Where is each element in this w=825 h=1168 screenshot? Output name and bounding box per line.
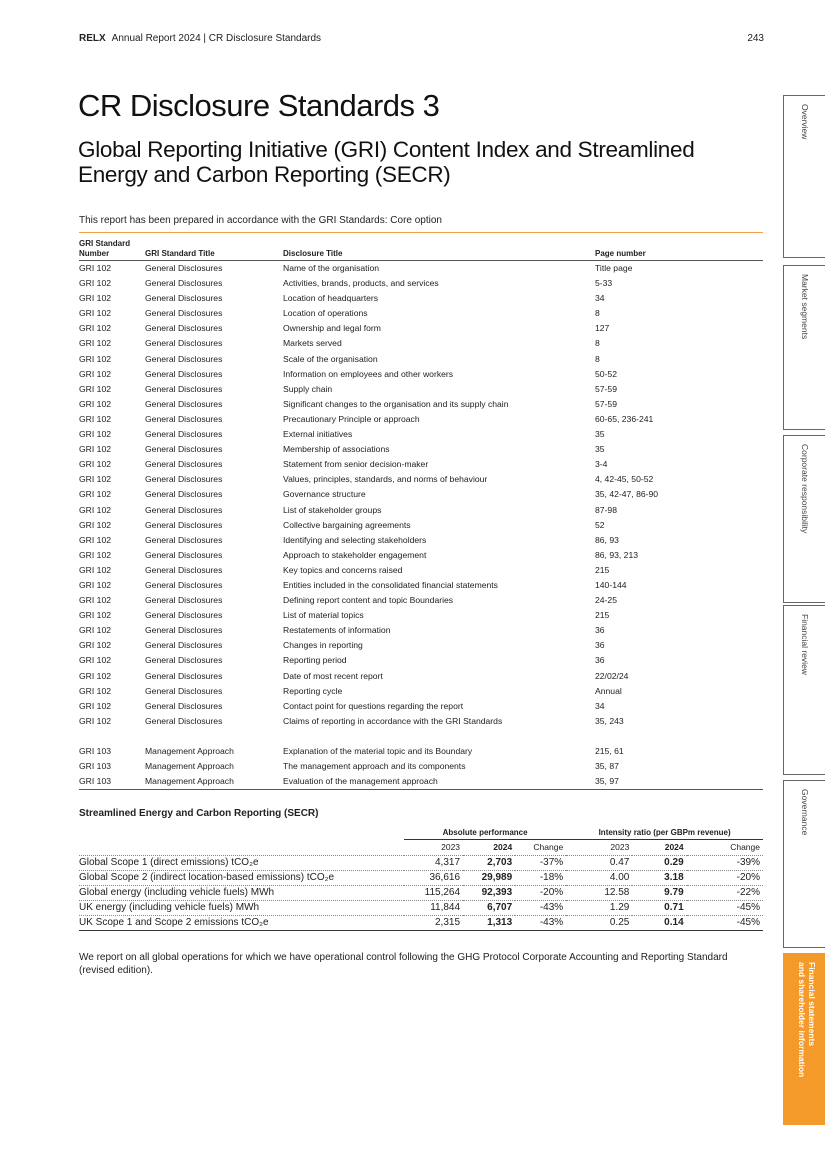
- table-cell: 34: [595, 293, 605, 304]
- table-row: [79, 487, 763, 502]
- table-cell: GRI 103: [79, 774, 145, 790]
- table-cell: GRI 102: [79, 715, 112, 726]
- side-tab-0[interactable]: [783, 95, 825, 258]
- table-cell: -37%: [515, 855, 566, 870]
- divider: [79, 232, 763, 233]
- gri-table: [79, 239, 763, 790]
- table-cell: 4,317: [404, 855, 463, 870]
- table-cell: General Disclosures: [145, 413, 223, 424]
- running-header: [79, 33, 764, 44]
- table-cell: General Disclosures: [145, 383, 223, 394]
- col-header: GRI Standard Title: [145, 239, 283, 261]
- table-cell: 6,707: [463, 900, 515, 915]
- table-cell: General Disclosures: [145, 655, 223, 666]
- table-cell: Contact point for questions regarding the report: [283, 700, 464, 711]
- table-cell: 8: [595, 308, 600, 319]
- table-cell: 22/02/24: [595, 670, 629, 681]
- table-cell: 0.47: [566, 855, 632, 870]
- table-cell: -39%: [687, 855, 763, 870]
- table-cell: Supply chain: [283, 383, 333, 394]
- page-number: 243: [747, 33, 764, 44]
- table-row: [79, 548, 763, 563]
- table-cell: 36: [595, 625, 605, 636]
- table-cell: 60-65, 236-241: [595, 413, 654, 424]
- table-row: [79, 759, 763, 774]
- table-cell: Management Approach: [145, 761, 234, 771]
- table-cell: GRI 102: [79, 338, 112, 349]
- table-cell: General Disclosures: [145, 534, 223, 545]
- table-cell: Information on employees and other workers: [283, 368, 454, 379]
- table-cell: GRI 102: [79, 323, 112, 334]
- header-title: Annual Report 2024 | CR Disclosure Standards: [111, 33, 322, 44]
- spacer: [79, 729, 763, 744]
- table-cell: 34: [595, 700, 605, 711]
- table-cell: GRI 102: [79, 640, 112, 651]
- table-cell: 0.71: [632, 900, 686, 915]
- col-header: Disclosure Title: [283, 239, 595, 261]
- table-cell: The management approach and its components: [283, 761, 466, 771]
- table-cell: Statement from senior decision-maker: [283, 459, 429, 470]
- table-cell: 215, 61: [595, 745, 624, 756]
- table-cell: GRI 102: [79, 293, 112, 304]
- table-cell: Ownership and legal form: [283, 323, 381, 334]
- table-cell: Date of most recent report: [283, 670, 383, 681]
- page-title: CR Disclosure Standards 3: [78, 88, 440, 123]
- table-cell: GRI 102: [79, 610, 112, 621]
- table-cell: General Disclosures: [145, 595, 223, 606]
- table-cell: GRI 102: [79, 459, 112, 470]
- table-cell: General Disclosures: [145, 353, 223, 364]
- table-cell: 87-98: [595, 504, 617, 515]
- col-header: Change: [687, 839, 763, 855]
- table-row: [79, 885, 763, 900]
- table-cell: 2,703: [463, 855, 515, 870]
- table-cell: General Disclosures: [145, 308, 223, 319]
- table-cell: 0.29: [632, 855, 686, 870]
- table-row: [79, 261, 763, 277]
- table-cell: Location of operations: [283, 308, 368, 319]
- table-row: [79, 276, 763, 291]
- table-cell: Activities, brands, products, and services: [283, 278, 439, 289]
- side-tab-label: Financial statements and shareholder information: [797, 962, 817, 1078]
- table-row: [79, 684, 763, 699]
- table-cell: Reporting cycle: [283, 685, 343, 696]
- table-cell: Claims of reporting in accordance with the GRI Standards: [283, 715, 503, 726]
- table-cell: Entities included in the consolidated financial statements: [283, 579, 498, 590]
- table-cell: 8: [595, 353, 600, 364]
- table-row: [79, 472, 763, 487]
- table-cell: GRI 102: [79, 685, 112, 696]
- col-header: Page number: [595, 239, 763, 261]
- table-row: [79, 774, 763, 790]
- table-cell: 92,393: [463, 885, 515, 900]
- table-cell: 8: [595, 338, 600, 349]
- col-header: 2023: [566, 839, 632, 855]
- table-cell: 35, 87: [595, 761, 619, 771]
- table-cell: Management Approach: [145, 745, 234, 756]
- table-cell: -43%: [515, 915, 566, 930]
- table-cell: -45%: [687, 915, 763, 930]
- table-cell: 86, 93: [595, 534, 619, 545]
- table-cell: Title page: [595, 263, 633, 273]
- table-cell: General Disclosures: [145, 625, 223, 636]
- table-cell: General Disclosures: [145, 579, 223, 590]
- table-cell: GRI 102: [79, 700, 112, 711]
- table-cell: Management Approach: [145, 774, 283, 790]
- table-cell: 35, 97: [595, 774, 763, 790]
- table-cell: 215: [595, 564, 610, 575]
- table-cell: 36: [595, 655, 605, 666]
- page-subtitle: Global Reporting Initiative (GRI) Content Index and Streamlined Energy and Carbon Reporting (SECR): [78, 137, 695, 187]
- table-cell: Approach to stakeholder engagement: [283, 549, 427, 560]
- table-cell: 86, 93, 213: [595, 549, 639, 560]
- table-cell: General Disclosures: [145, 278, 223, 289]
- col-header: 2024: [632, 839, 686, 855]
- table-row: [79, 412, 763, 427]
- table-cell: GRI 102: [79, 595, 112, 606]
- table-cell: List of material topics: [283, 610, 364, 621]
- table-cell: 4, 42-45, 50-52: [595, 474, 654, 485]
- table-cell: General Disclosures: [145, 549, 223, 560]
- table-cell: Defining report content and topic Boundaries: [283, 595, 454, 606]
- table-cell: Explanation of the material topic and its Boundary: [283, 745, 473, 756]
- table-row: [79, 352, 763, 367]
- table-row: [79, 336, 763, 351]
- table-cell: Precautionary Principle or approach: [283, 413, 420, 424]
- intro-text: This report has been prepared in accordance with the GRI Standards: Core option: [79, 215, 442, 226]
- table-cell: General Disclosures: [145, 293, 223, 304]
- table-cell: 24-25: [595, 595, 617, 606]
- table-cell: 50-52: [595, 368, 617, 379]
- table-cell: GRI 102: [79, 549, 112, 560]
- table-cell: 52: [595, 519, 605, 530]
- group-header: Intensity ratio (per GBPm revenue): [566, 826, 763, 839]
- table-cell: 57-59: [595, 383, 617, 394]
- table-cell: Restatements of information: [283, 625, 391, 636]
- col-header: 2023: [404, 839, 463, 855]
- table-cell: General Disclosures: [145, 368, 223, 379]
- table-cell: GRI 102: [79, 474, 112, 485]
- table-cell: Membership of associations: [283, 444, 390, 455]
- table-cell: -45%: [687, 900, 763, 915]
- table-row: [79, 915, 763, 930]
- table-cell: 140-144: [595, 579, 627, 590]
- side-tab-label: Overview: [800, 104, 810, 140]
- table-row: [79, 291, 763, 306]
- table-cell: GRI 102: [79, 263, 112, 273]
- table-row: [79, 608, 763, 623]
- table-cell: Scale of the organisation: [283, 353, 378, 364]
- table-cell: UK energy (including vehicle fuels) MWh: [79, 900, 404, 915]
- table-cell: Location of headquarters: [283, 293, 379, 304]
- table-cell: -22%: [687, 885, 763, 900]
- side-tab-label: Market segments: [800, 274, 810, 340]
- brand: RELX: [79, 33, 106, 44]
- table-cell: General Disclosures: [145, 338, 223, 349]
- table-row: [79, 744, 763, 759]
- table-row: [79, 578, 763, 593]
- table-cell: 1,313: [463, 915, 515, 930]
- table-cell: General Disclosures: [145, 685, 223, 696]
- table-row: [79, 900, 763, 915]
- table-cell: 57-59: [595, 398, 617, 409]
- table-cell: 3-4: [595, 459, 608, 470]
- table-cell: General Disclosures: [145, 564, 223, 575]
- side-tab-5[interactable]: [783, 953, 825, 1125]
- secr-table: [79, 826, 763, 931]
- table-cell: Key topics and concerns raised: [283, 564, 403, 575]
- col-header: 2024: [463, 839, 515, 855]
- table-cell: GRI 102: [79, 564, 112, 575]
- side-tab-1[interactable]: [783, 265, 825, 430]
- table-cell: Significant changes to the organisation and its supply chain: [283, 398, 509, 409]
- table-cell: GRI 102: [79, 670, 112, 681]
- table-cell: General Disclosures: [145, 519, 223, 530]
- table-row: [79, 306, 763, 321]
- table-cell: GRI 103: [79, 761, 112, 771]
- footnote: We report on all global operations for which we have operational control following the GHG Protocol Corporate Accounting and Reporting Standard (revised edition).: [79, 952, 728, 976]
- table-row: [79, 653, 763, 668]
- table-cell: 35, 243: [595, 715, 624, 726]
- table-row: [79, 518, 763, 533]
- table-cell: Governance structure: [283, 489, 366, 500]
- table-cell: General Disclosures: [145, 398, 223, 409]
- table-cell: General Disclosures: [145, 715, 223, 726]
- table-cell: GRI 102: [79, 489, 112, 500]
- side-tab-label: Corporate responsibility: [800, 444, 810, 534]
- table-row: [79, 397, 763, 412]
- table-cell: General Disclosures: [145, 610, 223, 621]
- table-cell: -18%: [515, 870, 566, 885]
- table-row: [79, 533, 763, 548]
- table-cell: 3.18: [632, 870, 686, 885]
- table-cell: Markets served: [283, 338, 342, 349]
- table-cell: GRI 102: [79, 308, 112, 319]
- side-tab-4[interactable]: [783, 780, 825, 948]
- group-header: Absolute performance: [404, 826, 566, 839]
- table-cell: General Disclosures: [145, 459, 223, 470]
- table-cell: 9.79: [632, 885, 686, 900]
- table-cell: 115,264: [404, 885, 463, 900]
- table-cell: -20%: [687, 870, 763, 885]
- table-cell: GRI 102: [79, 625, 112, 636]
- table-cell: Global energy (including vehicle fuels) MWh: [79, 885, 404, 900]
- table-cell: GRI 102: [79, 278, 112, 289]
- table-cell: General Disclosures: [145, 504, 223, 515]
- table-cell: Global Scope 2 (indirect location-based emissions) tCO₂e: [79, 870, 404, 885]
- secr-title: Streamlined Energy and Carbon Reporting (SECR): [79, 808, 319, 819]
- table-cell: General Disclosures: [145, 670, 223, 681]
- table-row: [79, 669, 763, 684]
- table-cell: GRI 102: [79, 534, 112, 545]
- table-cell: General Disclosures: [145, 700, 223, 711]
- table-row: [79, 593, 763, 608]
- table-cell: 0.25: [566, 915, 632, 930]
- table-cell: General Disclosures: [145, 474, 223, 485]
- table-cell: 215: [595, 610, 610, 621]
- table-row: [79, 638, 763, 653]
- table-cell: -43%: [515, 900, 566, 915]
- table-cell: 29,989: [463, 870, 515, 885]
- table-cell: GRI 102: [79, 655, 112, 666]
- table-cell: 35: [595, 429, 605, 440]
- table-row: [79, 382, 763, 397]
- table-row: [79, 503, 763, 518]
- table-cell: GRI 102: [79, 579, 112, 590]
- table-cell: 35: [595, 444, 605, 455]
- table-cell: 11,844: [404, 900, 463, 915]
- table-cell: GRI 102: [79, 429, 112, 440]
- table-cell: General Disclosures: [145, 489, 223, 500]
- table-cell: 36,616: [404, 870, 463, 885]
- table-cell: UK Scope 1 and Scope 2 emissions tCO₂e: [79, 915, 404, 930]
- table-cell: 4.00: [566, 870, 632, 885]
- table-row: [79, 427, 763, 442]
- table-cell: Collective bargaining agreements: [283, 519, 411, 530]
- side-tab-label: Governance: [800, 789, 810, 836]
- table-cell: GRI 102: [79, 383, 112, 394]
- table-row: [79, 563, 763, 578]
- table-cell: 0.14: [632, 915, 686, 930]
- table-cell: General Disclosures: [145, 640, 223, 651]
- table-cell: General Disclosures: [145, 263, 223, 273]
- table-cell: Reporting period: [283, 655, 347, 666]
- table-cell: 35, 42-47, 86-90: [595, 489, 659, 500]
- side-tab-label: Financial review: [800, 614, 810, 675]
- side-tab-2[interactable]: [783, 435, 825, 603]
- table-cell: -20%: [515, 885, 566, 900]
- table-cell: Identifying and selecting stakeholders: [283, 534, 427, 545]
- col-header: Change: [515, 839, 566, 855]
- table-cell: GRI 103: [79, 745, 112, 756]
- table-cell: Global Scope 1 (direct emissions) tCO₂e: [79, 855, 404, 870]
- table-cell: GRI 102: [79, 519, 112, 530]
- table-cell: GRI 102: [79, 413, 112, 424]
- table-cell: General Disclosures: [145, 429, 223, 440]
- table-cell: 5-33: [595, 278, 613, 289]
- table-row: [79, 457, 763, 472]
- col-header: GRI Standard Number: [79, 239, 145, 261]
- table-row: [79, 855, 763, 870]
- table-cell: Changes in reporting: [283, 640, 363, 651]
- table-cell: GRI 102: [79, 368, 112, 379]
- table-cell: 12.58: [566, 885, 632, 900]
- table-cell: External initiatives: [283, 429, 353, 440]
- table-row: [79, 870, 763, 885]
- table-row: [79, 699, 763, 714]
- table-row: [79, 321, 763, 336]
- table-cell: 2,315: [404, 915, 463, 930]
- table-row: [79, 367, 763, 382]
- table-cell: GRI 102: [79, 504, 112, 515]
- table-row: [79, 442, 763, 457]
- table-cell: General Disclosures: [145, 444, 223, 455]
- table-cell: Name of the organisation: [283, 263, 380, 273]
- table-cell: GRI 102: [79, 444, 112, 455]
- table-row: [79, 714, 763, 729]
- table-cell: 127: [595, 323, 610, 334]
- table-cell: GRI 102: [79, 398, 112, 409]
- side-tab-3[interactable]: [783, 605, 825, 775]
- table-row: [79, 623, 763, 638]
- table-cell: 36: [595, 640, 605, 651]
- table-cell: List of stakeholder groups: [283, 504, 382, 515]
- table-cell: Annual: [595, 685, 622, 696]
- table-cell: General Disclosures: [145, 323, 223, 334]
- table-cell: Evaluation of the management approach: [283, 774, 595, 790]
- table-cell: 1.29: [566, 900, 632, 915]
- table-cell: GRI 102: [79, 353, 112, 364]
- table-cell: Values, principles, standards, and norms of behaviour: [283, 474, 488, 485]
